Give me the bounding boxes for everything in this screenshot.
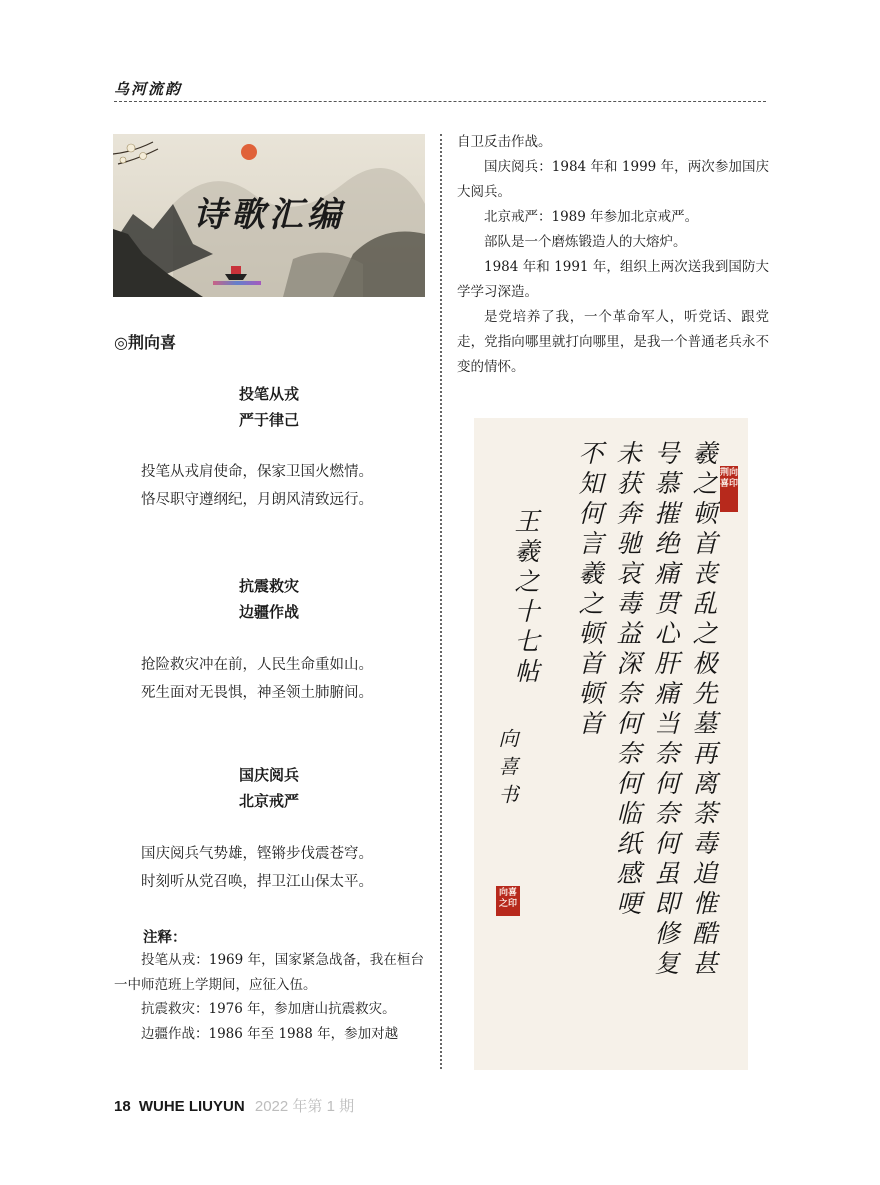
poem-2-body [141, 651, 431, 707]
poem-title-line: 北京戒严 [238, 792, 299, 810]
calligraphy-artwork [474, 418, 748, 1070]
column-divider [440, 134, 442, 1069]
poem-1-title [114, 381, 424, 433]
poem-line: 时刻听从党召唤，捍卫江山保太平。 [141, 874, 373, 890]
calligraphy-column: 号慕摧绝痛贯心肝痛当奈何奈何虽即修复 [651, 440, 680, 980]
poem-1-body [141, 458, 431, 514]
poem-line: 国庆阅兵气势雄，铿锵步伐震苍穹。 [141, 846, 373, 862]
poem-title-line: 严于律己 [238, 411, 299, 429]
paragraph: 国庆阅兵：1984 年和 1999 年，两次参加国庆大阅兵。 [457, 159, 769, 200]
note-item: 抗震救灾：1976 年，参加唐山抗震救灾。 [141, 1001, 396, 1017]
seal-text: 荆向喜印 [720, 468, 739, 489]
magazine-name: WUHE LIUYUN [138, 1098, 245, 1115]
paragraph: 北京戒严：1989 年参加北京戒严。 [484, 209, 699, 225]
running-title: 乌河流韵 [114, 80, 183, 98]
calligraphy-signature: 向喜书 [495, 728, 519, 812]
poem-2-title [114, 573, 424, 625]
poem-title-line: 国庆阅兵 [238, 766, 299, 784]
issue-label: 2022 年第 1 期 [254, 1098, 355, 1115]
calligraphy-column: 不知何言羲之顿首顿首 [575, 440, 604, 740]
poem-title-line: 投笔从戎 [238, 385, 299, 403]
right-column-text [457, 130, 769, 380]
poem-title-line: 边疆作战 [238, 603, 299, 621]
seal-stamp-top [720, 466, 738, 512]
poem-line: 投笔从戎肩使命，保家卫国火燃情。 [141, 464, 373, 480]
poem-title-line: 抗震救灾 [238, 577, 299, 595]
calligraphy-column: 羲之顿首丧乱之极先墓再离荼毒追惟酷甚 [689, 440, 718, 980]
seal-stamp-bottom [496, 886, 520, 916]
page-number: 18 [114, 1098, 131, 1115]
calligraphy-column: 王羲之十七帖 [511, 508, 540, 688]
poem-line: 抢险救灾冲在前，人民生命重如山。 [141, 657, 373, 673]
notes-title: 注释： [143, 930, 187, 946]
note-item: 投笔从戎：1969 年，国家紧急战备，我在桓台一中师范班上学期间，应征入伍。 [114, 952, 424, 993]
banner-title: 诗歌汇编 [193, 195, 345, 235]
header-rule [114, 101, 766, 102]
notes-body [114, 948, 424, 1046]
poem-3-title [114, 762, 424, 814]
note-continuation: 自卫反击作战。 [457, 134, 552, 150]
calligraphy-column: 未获奔驰哀毒益深奈何奈何临纸感哽 [613, 440, 642, 920]
note-item: 边疆作战：1986 年至 1988 年，参加对越 [141, 1025, 399, 1042]
seal-text: 向喜之印 [498, 888, 517, 909]
poem-line: 恪尽职守遵纲纪，月朗风清致远行。 [141, 492, 373, 508]
page-footer [114, 1095, 354, 1116]
paragraph: 部队是一个磨炼锻造人的大熔炉。 [484, 234, 687, 250]
paragraph: 是党培养了我，一个革命军人，听党话、跟党走，党指向哪里就打向哪里，是我一个普通老兵永不变的情怀。 [457, 309, 769, 375]
paragraph: 1984 年和 1991 年，组织上两次送我到国防大学学习深造。 [457, 259, 769, 300]
poem-3-body [141, 840, 431, 896]
poetry-banner [113, 134, 425, 297]
ink-landscape-illustration [113, 134, 425, 297]
author-name: ◎荆向喜 [114, 333, 176, 352]
poem-line: 死生面对无畏惧，神圣领土肺腑间。 [141, 685, 373, 701]
